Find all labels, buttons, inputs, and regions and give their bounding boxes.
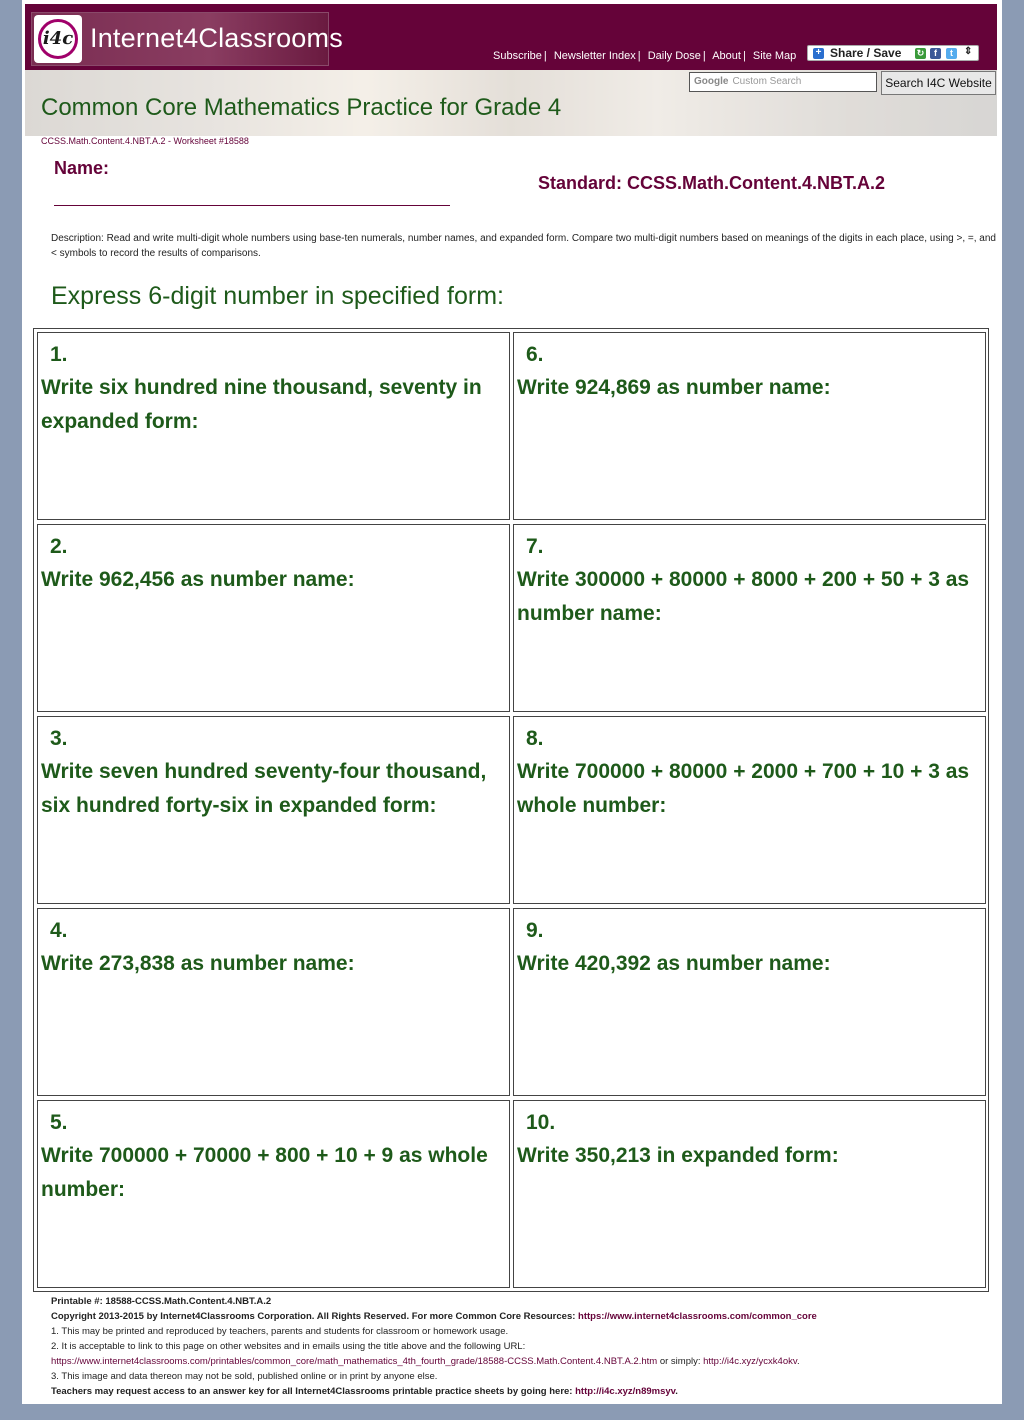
site-logo[interactable] xyxy=(31,12,343,66)
facebook-icon[interactable]: f xyxy=(930,48,941,59)
note-2: 2. It is acceptable to link to this page on other websites and in emails using the title above and the following URL: xyxy=(51,1341,526,1352)
google-logo: Google xyxy=(694,76,729,87)
question-number: 2. xyxy=(50,535,68,558)
question-cell-7 xyxy=(513,524,986,712)
question-cell-5 xyxy=(37,1100,510,1288)
copyright-line xyxy=(51,1309,991,1324)
search-placeholder: Custom Search xyxy=(732,76,802,87)
name-line xyxy=(54,205,450,206)
question-cell-3 xyxy=(37,716,510,904)
question-text: Write 700000 + 80000 + 2000 + 700 + 10 + 3 as whole number: xyxy=(517,760,970,817)
share-dropdown-icon[interactable]: ⇕ xyxy=(964,46,973,57)
page-title: Common Core Mathematics Practice for Grade 4 xyxy=(41,94,562,121)
question-text: Write six hundred nine thousand, seventy in expanded form: xyxy=(41,376,482,433)
twitter-icon[interactable]: t xyxy=(946,48,957,59)
question-number: 9. xyxy=(526,919,544,942)
nav-daily-dose[interactable]: Daily Dose xyxy=(647,50,701,62)
or-simply-text: or simply: xyxy=(657,1356,704,1367)
breadcrumb[interactable]: CCSS.Math.Content.4.NBT.A.2 - Worksheet #18588 xyxy=(41,136,249,146)
question-number: 4. xyxy=(50,919,68,942)
printable-number: Printable #: 18588-CCSS.Math.Content.4.NBT.A.2 xyxy=(51,1296,272,1307)
question-grid xyxy=(33,328,989,1292)
question-text: Write 350,213 in expanded form: xyxy=(517,1144,839,1167)
question-text: Write 273,838 as number name: xyxy=(41,952,355,975)
question-text: Write 924,869 as number name: xyxy=(517,376,831,399)
note-3: 3. This image and data thereon may not be sold, published online or in print by anyone else. xyxy=(51,1371,438,1382)
footer xyxy=(51,1294,991,1399)
question-cell-8 xyxy=(513,716,986,904)
answer-key-text: Teachers may request access to an answer key for all Internet4Classrooms printable practice sheets by going here: xyxy=(51,1386,576,1397)
note-1: 1. This may be printed and reproduced by teachers, parents and students for classroom or homework usage. xyxy=(51,1326,509,1337)
answer-key-link[interactable]: http://i4c.xyz/n89msyv xyxy=(575,1386,676,1397)
question-number: 7. xyxy=(526,535,544,558)
site-header xyxy=(25,4,997,70)
nav-site-map[interactable]: Site Map xyxy=(752,50,797,62)
share-save-button[interactable] xyxy=(807,45,979,61)
question-text: Write 700000 + 70000 + 800 + 10 + 9 as whole number: xyxy=(41,1144,488,1201)
email-share-icon[interactable]: ↻ xyxy=(916,48,925,58)
question-cell-6 xyxy=(513,332,986,520)
copyright-text: Copyright 2013-2015 by Internet4Classrooms Corporation. All Rights Reserved. For more Common Core Resources: xyxy=(51,1311,579,1322)
question-number: 8. xyxy=(526,727,544,750)
question-cell-4 xyxy=(37,908,510,1096)
question-text: Write 420,392 as number name: xyxy=(517,952,831,975)
search-input[interactable] xyxy=(689,72,877,92)
name-label: Name: xyxy=(54,158,110,178)
question-number: 6. xyxy=(526,343,544,366)
question-number: 3. xyxy=(50,727,68,750)
logo-text: Internet4Classrooms xyxy=(90,23,343,53)
question-number: 1. xyxy=(50,343,68,366)
question-cell-2 xyxy=(37,524,510,712)
banner xyxy=(25,70,997,136)
question-text: Write 300000 + 80000 + 8000 + 200 + 50 + 3 as number name: xyxy=(517,568,970,625)
question-cell-1 xyxy=(37,332,510,520)
common-core-link[interactable]: https://www.internet4classrooms.com/common_core xyxy=(578,1311,817,1322)
question-number: 10. xyxy=(526,1111,556,1134)
share-label: Share / Save xyxy=(830,46,902,60)
standard-label: Standard: CCSS.Math.Content.4.NBT.A.2 xyxy=(538,173,886,193)
description: Description: Read and write multi-digit whole numbers using base-ten numerals, number names, and expanded form. Compare two multi-digit numbers based on meanings of the digits in each place, using >, =, and < symbols to record the results of comparisons. xyxy=(51,233,996,259)
nav-newsletter-index[interactable]: Newsletter Index xyxy=(553,50,636,62)
top-nav: Subscribe | Newsletter Index | Daily Dose | About | Site Map xyxy=(493,50,797,62)
nav-about[interactable]: About xyxy=(712,50,741,62)
question-cell-9 xyxy=(513,908,986,1096)
worksheet-url-link[interactable]: https://www.internet4classrooms.com/printables/common_core/math_mathematics_4th_fourth_grade/18588-CCSS.Math.Content.4.NBT.A.2.htm xyxy=(51,1356,658,1367)
answer-key-line: Teachers may request access to an answer key for all Internet4Classrooms printable practice sheets by going here: http://i4c.xyz/n89msyv. xyxy=(51,1386,678,1397)
search-button[interactable]: Search I4C Website xyxy=(881,71,996,95)
question-number: 5. xyxy=(50,1111,68,1134)
logo-badge-text: i4c xyxy=(42,28,74,49)
question-text: Write seven hundred seventy-four thousand, six hundred forty-six in expanded form: xyxy=(41,760,487,817)
logo-badge xyxy=(34,15,82,63)
section-title: Express 6-digit number in specified form: xyxy=(51,282,504,310)
nav-subscribe[interactable]: Subscribe xyxy=(493,50,542,62)
share-plus-icon: + xyxy=(813,48,824,59)
short-url-link[interactable]: http://i4c.xyz/ycxk4okv xyxy=(703,1356,797,1367)
question-text: Write 962,456 as number name: xyxy=(41,568,355,591)
note-2-urls: https://www.internet4classrooms.com/printables/common_core/math_mathematics_4th_fourth_grade/18588-CCSS.Math.Content.4.NBT.A.2.htm or simply: http://i4c.xyz/ycxk4okv. xyxy=(51,1356,800,1367)
question-cell-10 xyxy=(513,1100,986,1288)
